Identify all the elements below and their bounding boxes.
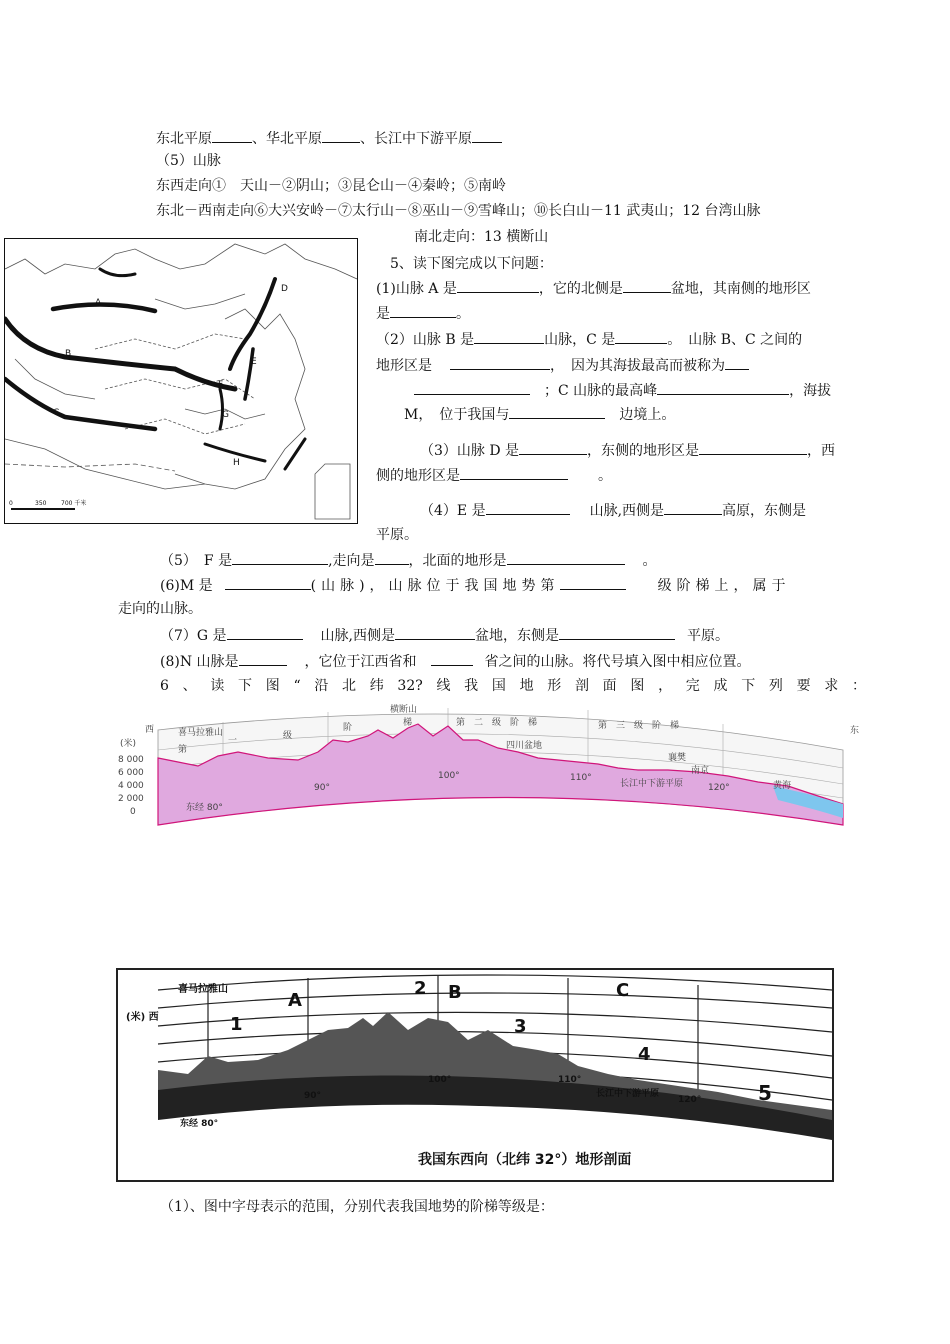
blank[interactable] xyxy=(212,128,252,143)
q8-text-c: 省之间的山脉。将代号填入图中相应位置。 xyxy=(484,654,751,670)
blank[interactable] xyxy=(227,625,303,640)
q6-text-a: (6)M 是 xyxy=(160,578,213,594)
q9-char: 下 xyxy=(238,678,253,694)
blank[interactable] xyxy=(232,550,328,565)
profile2-unit: (米) 西 xyxy=(126,1012,159,1023)
profile1-lon80: 东经 80° xyxy=(186,803,223,813)
profile1-step1-char5: 梯 xyxy=(403,718,413,728)
q4-line xyxy=(420,500,806,521)
q6-line xyxy=(160,575,791,596)
q2-text-c: 。 山脉 B、C 之间的 xyxy=(667,332,803,348)
blank[interactable] xyxy=(664,500,722,515)
blank[interactable] xyxy=(519,440,587,455)
q9-char: 要 xyxy=(796,678,811,694)
q9-char: ， xyxy=(658,678,673,694)
profile1-step1-char2: 一 xyxy=(228,736,238,746)
q9-char: 北 xyxy=(342,678,357,694)
profile-colored-drawing xyxy=(118,700,863,828)
q9-char: 图 xyxy=(630,678,645,694)
blank[interactable] xyxy=(474,329,544,344)
profile2-lon110: 110° xyxy=(558,1075,582,1085)
q1-text-d: 是 xyxy=(376,306,390,322)
profile2-lon100: 100° xyxy=(428,1075,452,1085)
profile1-step1-char4: 阶 xyxy=(343,723,353,733)
q9-char: 6 xyxy=(160,678,169,694)
blank[interactable] xyxy=(560,575,626,590)
blank[interactable] xyxy=(699,440,807,455)
q3-text-a: （3）山脉 D 是 xyxy=(420,443,520,459)
q2-text-h: M， 位于我国与 xyxy=(404,407,510,423)
q9-char: 剖 xyxy=(574,678,589,694)
q8-text-b: ，它位于江西省和 xyxy=(304,654,417,670)
q6-text-b: (山脉)，山脉位于我国地势第 xyxy=(310,578,560,594)
profile1-west: 西 xyxy=(145,725,155,735)
profile1-lon100: 100° xyxy=(438,771,460,781)
profile2-changjiang: 长江中下游平原 xyxy=(596,1089,660,1099)
q9-char: 形 xyxy=(547,678,562,694)
profile1-xiangfan: 襄樊 xyxy=(668,753,687,763)
profile2-letter-a: A xyxy=(288,990,302,1011)
text-north-china-plain: 、华北平原 xyxy=(252,131,322,147)
q9-char: 纬 xyxy=(369,678,384,694)
q5b-text-d: 。 xyxy=(642,553,657,569)
q9-char: 成 xyxy=(713,678,728,694)
q5b-text-b: ,走向是 xyxy=(328,553,375,569)
profile1-ytick-4000: 4 000 xyxy=(118,781,144,791)
text-yangtze-plain: 、长江中下游平原 xyxy=(360,131,472,147)
q3-text-e: 。 xyxy=(598,468,612,484)
q5b-text-c: ，北面的地形是 xyxy=(408,553,507,569)
q1-line xyxy=(376,278,811,299)
map-label-h: H xyxy=(233,458,240,468)
blank[interactable] xyxy=(390,303,456,318)
q9-char: 沿 xyxy=(314,678,329,694)
profile2-caption: 我国东西向（北纬 32°）地形剖面 xyxy=(418,1152,632,1168)
profile1-unit: (米) xyxy=(120,739,137,749)
q9-line xyxy=(160,676,866,696)
profile2-letter-b: B xyxy=(448,982,462,1003)
q9-char: 读 xyxy=(210,678,225,694)
q9-char: 线 xyxy=(436,678,451,694)
blank[interactable] xyxy=(450,355,550,370)
profile2-letter-c: C xyxy=(616,980,630,1001)
map-scale-350: 350 xyxy=(35,500,47,507)
profile1-ytick-6000: 6 000 xyxy=(118,768,144,778)
map-label-b: B xyxy=(65,349,72,359)
q9-char: 地 xyxy=(519,678,534,694)
profile2-lon90: 90° xyxy=(304,1091,322,1101)
q9-char: 求 xyxy=(824,678,839,694)
blank[interactable] xyxy=(431,651,473,666)
q1-text-b: ，它的北侧是 xyxy=(538,281,623,297)
q9-char: 、 xyxy=(182,678,197,694)
q2-text-g: ，海拔 xyxy=(789,383,832,399)
q3-text-c: ，西 xyxy=(807,443,836,459)
profile1-east: 东 xyxy=(850,726,860,736)
blank[interactable] xyxy=(559,625,675,640)
blank[interactable] xyxy=(225,575,311,590)
q7-text-c: 盆地，东侧是 xyxy=(475,628,559,644)
q7-text-a: （7）G 是 xyxy=(160,628,227,644)
map-label-a: A xyxy=(95,298,102,308)
terrain-profile-colored xyxy=(118,700,863,828)
q1-line2 xyxy=(376,303,470,324)
q1-text-a: (1)山脉 A 是 xyxy=(376,281,457,297)
map-drawing xyxy=(5,239,357,523)
profile2-num-4: 4 xyxy=(638,1044,651,1065)
q6-line2: 走向的山脉。 xyxy=(118,601,202,617)
q8-text-a: (8)N 山脉是 xyxy=(160,654,239,670)
profile1-lon90: 90° xyxy=(314,783,330,793)
blank[interactable] xyxy=(414,380,530,395)
q9-char: “ xyxy=(293,678,301,694)
q9-char: 我 xyxy=(464,678,479,694)
blank[interactable] xyxy=(486,500,570,515)
blank[interactable] xyxy=(322,128,360,143)
q3-text-b: ，东侧的地形区是 xyxy=(587,443,700,459)
map-label-c: C xyxy=(53,408,60,418)
q3-text-d: 侧的地形区是 xyxy=(376,468,460,484)
profile1-ytick-0: 0 xyxy=(130,807,136,817)
profile2-lon80: 东经 80° xyxy=(180,1119,219,1129)
q9-char: 图 xyxy=(265,678,280,694)
q4-text-b: 山脉,西侧是 xyxy=(589,503,665,519)
profile1-changjiang: 长江中下游平原 xyxy=(620,779,684,789)
blank[interactable] xyxy=(725,355,749,370)
terrain-profile-bw xyxy=(116,968,834,1182)
question-6-sub1: （1）、图中字母表示的范围，分别代表我国地势的阶梯等级是： xyxy=(160,1199,554,1215)
q2-text-b: 山脉，C 是 xyxy=(544,332,616,348)
profile1-step1-char1: 第 xyxy=(178,745,188,755)
china-mountain-map xyxy=(4,238,358,524)
profile2-num-3: 3 xyxy=(514,1016,527,1037)
q2-line4 xyxy=(404,404,675,425)
q4-line2: 平原。 xyxy=(376,527,418,543)
blank[interactable] xyxy=(623,278,671,293)
q2-text-d: 地形区是 xyxy=(376,358,432,374)
mountains-heading: （5）山脉 xyxy=(156,153,221,169)
map-scale-700: 700 千米 xyxy=(61,500,87,507)
q4-text-c: 高原，东侧是 xyxy=(722,503,807,519)
q9-char: ： xyxy=(852,678,866,694)
profile1-nanjing: 南京 xyxy=(691,766,710,776)
plains-line xyxy=(156,128,502,149)
q2-line3 xyxy=(414,380,831,401)
profile1-lon110: 110° xyxy=(570,773,592,783)
profile1-step1-char3: 级 xyxy=(283,731,293,741)
q9-char: 下 xyxy=(741,678,756,694)
q2-line2 xyxy=(376,355,749,376)
profile1-step3: 第 三 级 阶 梯 xyxy=(598,721,680,731)
ne-sw-mountains: 东北－西南走向⑥大兴安岭－⑦太行山－⑧巫山－⑨雪峰山；⑩长白山－11 武夷山；12 台湾山脉 xyxy=(156,203,761,219)
q2-text-f: ；C 山脉的最高峰 xyxy=(544,383,658,399)
q2-text-a: （2）山脉 B 是 xyxy=(376,332,475,348)
profile2-num-5: 5 xyxy=(758,1081,772,1105)
profile1-hengduan: 横断山 xyxy=(390,705,418,715)
q9-char: 32? xyxy=(397,678,423,694)
map-scale-0: 0 xyxy=(9,500,13,507)
q9-char: 完 xyxy=(685,678,700,694)
q8-line xyxy=(160,651,751,672)
blank[interactable] xyxy=(615,329,667,344)
blank[interactable] xyxy=(395,625,475,640)
q9-char: 列 xyxy=(768,678,783,694)
profile-bw-drawing xyxy=(118,970,832,1180)
q2-line xyxy=(376,329,802,350)
q7-line xyxy=(160,625,729,646)
q9-char: 面 xyxy=(602,678,617,694)
profile2-lon120: 120° xyxy=(678,1095,702,1105)
profile1-ytick-8000: 8 000 xyxy=(118,755,144,765)
profile1-ytick-2000: 2 000 xyxy=(118,794,144,804)
north-south-mountains: 南北走向：13 横断山 xyxy=(414,229,549,245)
profile2-num-1: 1 xyxy=(230,1014,243,1035)
q3-line xyxy=(420,440,835,461)
q5b-line xyxy=(160,550,657,571)
q3-line2 xyxy=(376,465,612,486)
q1-text-c: 盆地，其南侧的地形区 xyxy=(670,281,811,297)
q9-char: 国 xyxy=(491,678,506,694)
map-label-g: G xyxy=(222,410,229,420)
text-northeast-plain: 东北平原 xyxy=(156,131,212,147)
q7-text-b: 山脉,西侧是 xyxy=(320,628,395,644)
profile1-huanghai: 黄海 xyxy=(773,781,792,791)
blank[interactable] xyxy=(239,651,287,666)
map-label-e: E xyxy=(251,357,257,367)
blank[interactable] xyxy=(509,404,605,419)
map-label-d: D xyxy=(281,284,288,294)
profile2-num-2: 2 xyxy=(414,978,427,999)
q1-text-e: 。 xyxy=(456,306,470,322)
q5b-text-a: （5） F 是 xyxy=(160,553,233,569)
profile1-step2: 第 二 级 阶 梯 xyxy=(456,718,538,728)
blank[interactable] xyxy=(460,465,568,480)
blank[interactable] xyxy=(472,128,502,143)
q4-text-a: （4）E 是 xyxy=(420,503,486,519)
profile1-sichuan: 四川盆地 xyxy=(506,741,543,751)
q2-text-i: 边境上。 xyxy=(619,407,676,423)
profile1-himalaya: 喜马拉雅山 xyxy=(178,728,224,738)
blank[interactable] xyxy=(657,380,789,395)
q7-text-d: 平原。 xyxy=(687,628,729,644)
profile2-himalaya: 喜马拉雅山 xyxy=(178,984,228,995)
blank[interactable] xyxy=(457,278,539,293)
profile1-lon120: 120° xyxy=(708,783,730,793)
east-west-mountains: 东西走向① 天山－②阴山；③昆仑山－④秦岭；⑤南岭 xyxy=(156,178,506,194)
q2-text-e: ， 因为其海拔最高而被称为 xyxy=(550,358,725,374)
map-label-f: F xyxy=(218,380,224,390)
q6-text-c: 级阶梯上，属于 xyxy=(657,578,791,594)
blank[interactable] xyxy=(507,550,625,565)
question-5-title: 5、读下图完成以下问题： xyxy=(390,256,553,272)
blank[interactable] xyxy=(375,550,409,565)
